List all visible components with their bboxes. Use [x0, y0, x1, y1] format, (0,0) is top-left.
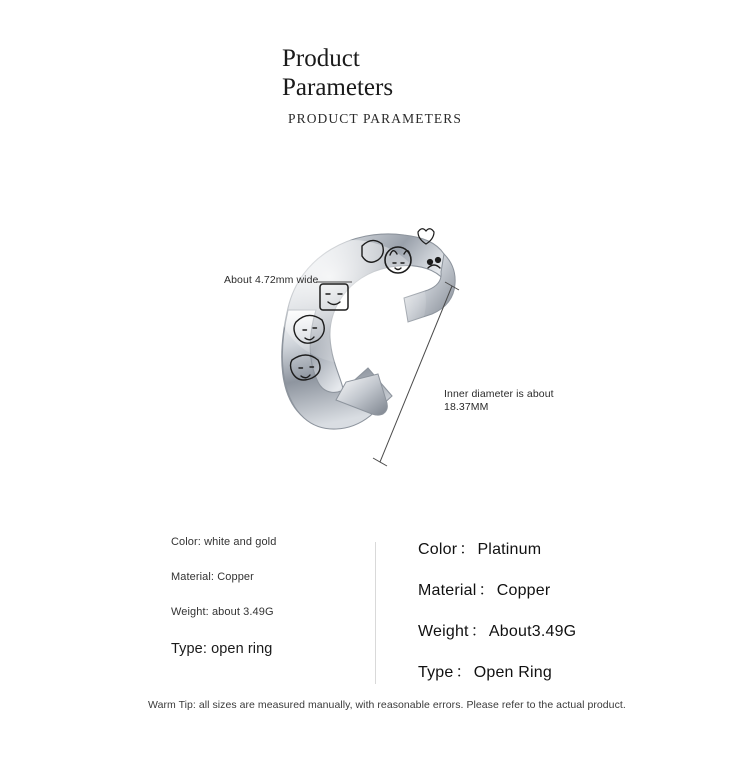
specs-list-left — [171, 536, 371, 657]
spec-row-type-left: Type: open ring — [171, 641, 273, 657]
spec-sep-type: ： — [455, 664, 472, 681]
specs-divider — [375, 542, 376, 684]
spec-key-color: Color — [418, 541, 458, 558]
spec-row-weight-left: Weight: about 3.49G — [171, 606, 274, 618]
width-callout-label: About 4.72mm wide — [224, 274, 319, 286]
spec-value-material: Copper — [496, 582, 551, 599]
spec-sep-weight: ： — [470, 623, 487, 640]
spec-key-material: Material — [418, 582, 477, 599]
page-header — [0, 44, 750, 127]
spec-row-color-left: Color: white and gold — [171, 536, 277, 548]
spec-row-weight-right — [418, 618, 718, 641]
spec-key-type: Type — [418, 664, 454, 681]
ring-illustration — [0, 210, 750, 510]
page-subtitle: PRODUCT PARAMETERS — [288, 111, 462, 126]
specs-section — [0, 536, 750, 691]
spec-row-material-right — [418, 577, 718, 600]
warm-tip-note: Warm Tip: all sizes are measured manually, with reasonable errors. Please refer to the actual product. — [148, 699, 626, 711]
spec-row-material-left: Material: Copper — [171, 571, 254, 583]
spec-row-color-right — [418, 536, 718, 559]
spec-value-type: Open Ring — [473, 664, 552, 681]
product-image-area — [0, 210, 750, 510]
spec-value-weight: About3.49G — [488, 623, 577, 640]
inner-diameter-callout-label: Inner diameter is about 18.37MM — [444, 388, 554, 413]
specs-list-right — [418, 536, 718, 682]
spec-key-weight: Weight — [418, 623, 469, 640]
spec-sep-color: ： — [459, 541, 476, 558]
spec-value-color: Platinum — [477, 541, 542, 558]
page-title: Product Parameters — [282, 45, 394, 101]
ring-highlight — [278, 240, 426, 364]
spec-row-type-right — [418, 659, 718, 682]
spec-sep-material: ： — [478, 582, 495, 599]
